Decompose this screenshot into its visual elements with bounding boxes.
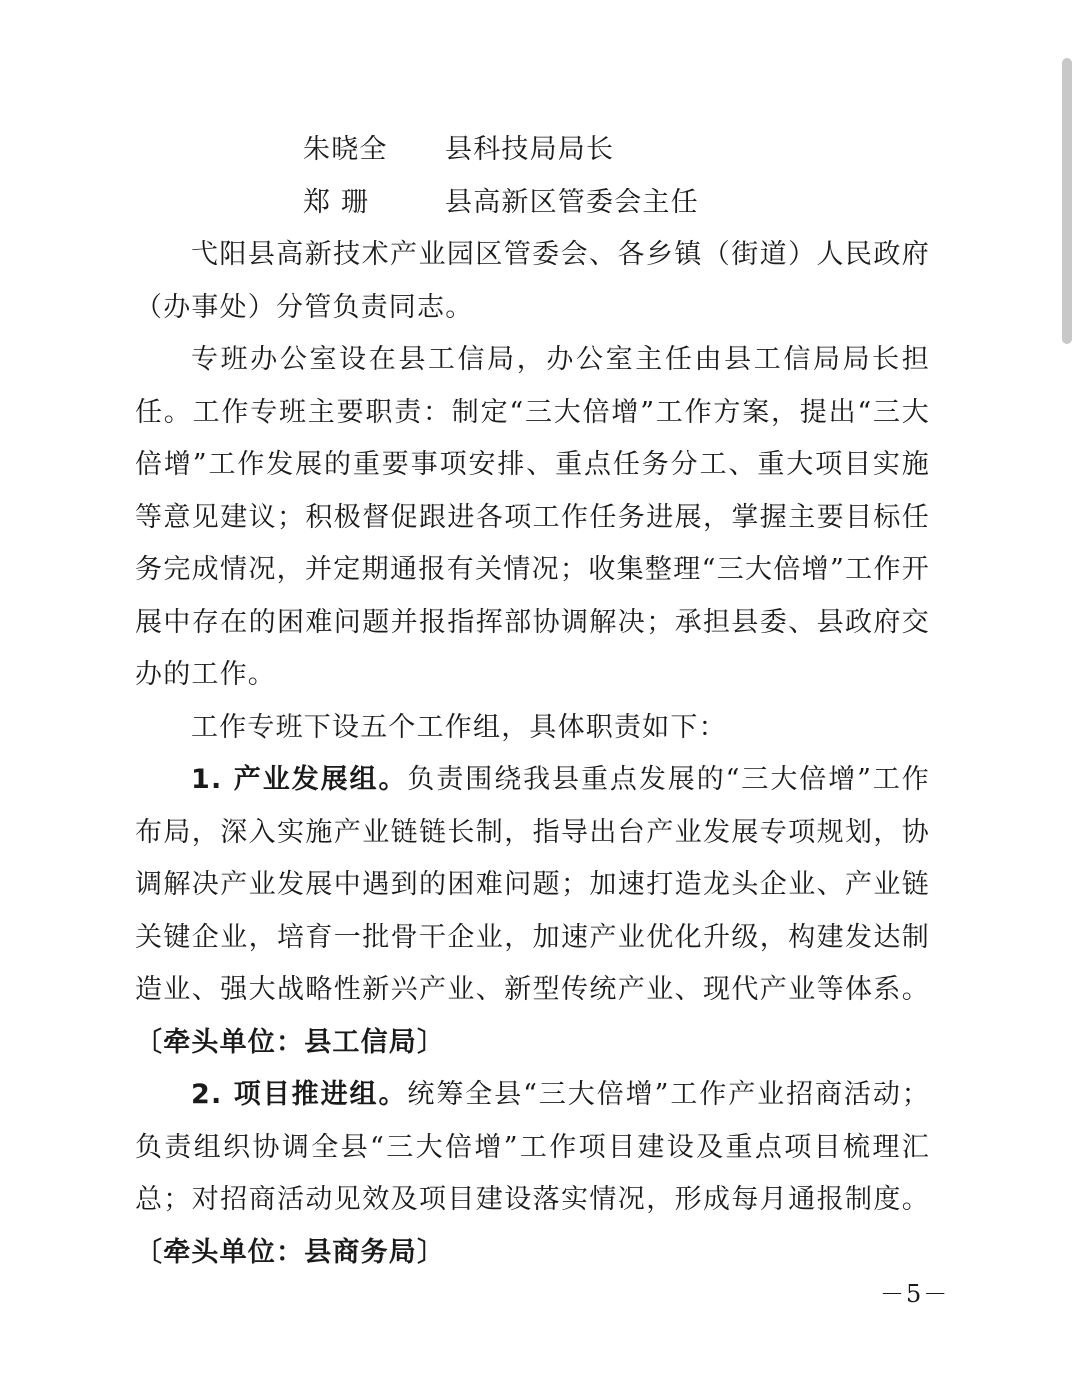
- paragraph-groups-intro: 工作专班下设五个工作组，具体职责如下：: [191, 711, 727, 743]
- group-1-heading: 1. 产业发展组。: [191, 764, 408, 795]
- group-1-lead-unit: 〔牵头单位：县工信局〕: [135, 1026, 446, 1058]
- vertical-scrollbar[interactable]: [1062, 58, 1072, 344]
- paragraph-office-duties: 专班办公室设在县工信局，办公室主任由县工信局局长担任。工作专班主要职责：制定“三大倍增”工作方案，提出“三大倍增”工作发展的重要事项安排、重点任务分工、重大项目实施等意见建议；积极督促跟进各项工作任务进展，掌握主要目标任务完成情况，并定期通报有关情况；收集整理“三大倍增”工作开展中存在的困难问题并报指挥部协调解决；承担县委、县政府交办的工作。: [135, 344, 930, 690]
- paragraph-group-2: [135, 1069, 930, 1279]
- paragraph-group-1: [135, 754, 930, 1069]
- group-2-heading: 2. 项目推进组。: [191, 1079, 408, 1110]
- document-body: [135, 124, 930, 1279]
- paragraph-members-note: 弋阳县高新技术产业园区管委会、各乡镇（街道）人民政府（办事处）分管负责同志。: [135, 239, 930, 323]
- group-1-body: 负责围绕我县重点发展的“三大倍增”工作布局，深入实施产业链链长制，指导出台产业发展专项规划，协调解决产业发展中遇到的困难问题；加速打造龙头企业、产业链关键企业，培育一批骨干企业，加速产业优化升级，构建发达制造业、强大战略性新兴产业、新型传统产业、现代产业等体系。: [135, 764, 931, 1005]
- group-2-body: 统筹全县“三大倍增”工作产业招商活动；负责组织协调全县“三大倍增”工作项目建设及重点项目梳理汇总；对招商活动见效及项目建设落实情况，形成每月通报制度。: [135, 1079, 931, 1215]
- member-title: 县高新区管委会主任: [445, 186, 699, 218]
- page-number: －5－: [880, 1280, 950, 1308]
- member-name: 郑 珊: [303, 186, 370, 218]
- group-2-lead-unit: 〔牵头单位：县商务局〕: [135, 1236, 446, 1268]
- member-title: 县科技局局长: [445, 134, 615, 165]
- member-row: [135, 177, 930, 230]
- member-name: 朱晓全: [303, 134, 388, 165]
- member-row: [135, 124, 930, 177]
